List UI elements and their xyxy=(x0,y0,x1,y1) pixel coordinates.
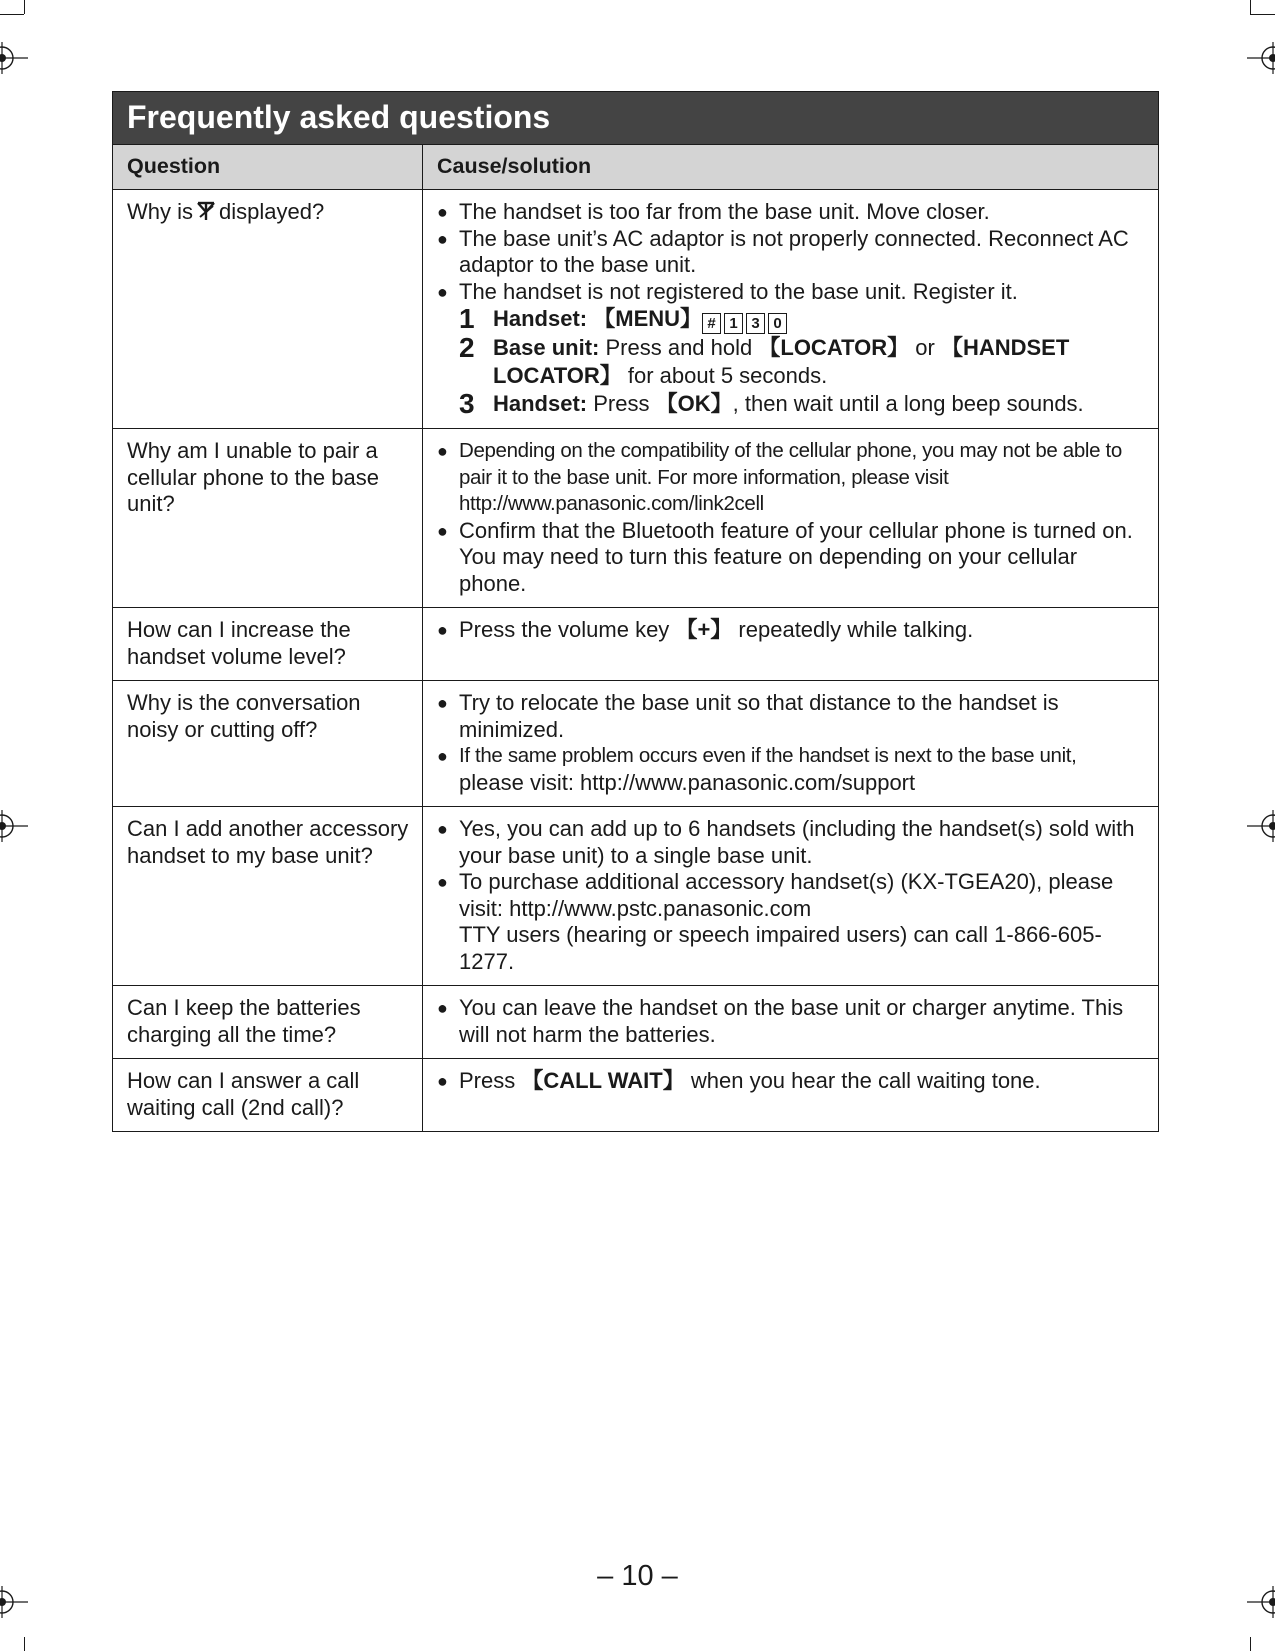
key-0: 0 xyxy=(768,313,787,334)
solution-cell xyxy=(423,608,1158,680)
list-item xyxy=(437,816,1150,869)
question-text: Why is the conversation noisy or cutting off? xyxy=(113,681,423,806)
question-text: How can I increase the handset volume level? xyxy=(113,608,423,680)
list-item xyxy=(437,743,1150,796)
table-row xyxy=(113,806,1158,985)
bullet-icon: ● xyxy=(437,202,448,222)
list-item xyxy=(437,518,1150,598)
volume-up-key: 【+】 xyxy=(675,617,733,642)
step-label: Handset: xyxy=(493,391,588,416)
solution-text: Try to relocate the base unit so that distance to the handset is minimized. xyxy=(459,690,1059,742)
bullet-icon: ● xyxy=(437,998,448,1018)
registration-mark-icon xyxy=(0,40,28,76)
bullet-icon: ● xyxy=(437,693,448,713)
crop-mark xyxy=(1250,14,1275,15)
solution-text: Press xyxy=(459,1068,516,1093)
step-2 xyxy=(459,334,1150,390)
step-number: 3 xyxy=(459,388,475,419)
step-1 xyxy=(459,305,1150,334)
registration-mark-icon xyxy=(0,808,28,844)
crop-mark xyxy=(24,0,25,14)
step-3 xyxy=(459,390,1150,418)
question-text: How can I answer a call waiting call (2nd call)? xyxy=(113,1059,423,1131)
solution-text: The handset is too far from the base unit. Move closer. xyxy=(459,199,990,224)
question-text: displayed? xyxy=(219,199,325,224)
step-text: Press and hold xyxy=(605,335,753,360)
list-item xyxy=(437,995,1150,1048)
question-cell xyxy=(113,190,423,428)
table-row xyxy=(113,985,1158,1058)
crop-mark xyxy=(24,1637,25,1651)
solution-text: You can leave the handset on the base unit or charger anytime. This will not harm the batteries. xyxy=(459,995,1124,1047)
solution-text: Depending on the compatibility of the cellular phone, you may not be able to pair it to the base unit. For more information, please visit http://www.panasonic.com/link2cell xyxy=(459,439,1122,515)
solution-cell xyxy=(423,807,1158,985)
solution-cell xyxy=(423,190,1158,428)
solution-text: repeatedly while talking. xyxy=(738,617,974,642)
list-item xyxy=(437,199,1150,226)
bullet-icon: ● xyxy=(437,1071,448,1091)
solution-text: Confirm that the Bluetooth feature of your cellular phone is turned on. You may need to turn this feature on depending on your cellular phone. xyxy=(459,517,1133,596)
solution-cell xyxy=(423,681,1158,806)
table-row xyxy=(113,1058,1158,1131)
handset-locator-key: 【HANDSET LOCATOR】 xyxy=(493,335,1070,388)
bullet-icon: ● xyxy=(437,520,448,541)
list-item xyxy=(437,438,1150,518)
list-item xyxy=(437,617,1150,644)
key-1: 1 xyxy=(724,313,743,334)
table-row xyxy=(113,428,1158,607)
list-item xyxy=(437,690,1150,743)
key-hash: # xyxy=(702,313,721,334)
step-text: , then wait until a long beep sounds. xyxy=(732,391,1084,416)
faq-title: Frequently asked questions xyxy=(113,92,1158,145)
no-signal-antenna-icon xyxy=(196,201,216,228)
bullet-icon: ● xyxy=(437,819,448,839)
step-number: 1 xyxy=(459,303,475,334)
solution-text: The base unit’s AC adaptor is not properly connected. Reconnect AC adaptor to the base unit. xyxy=(459,225,1129,277)
key-3: 3 xyxy=(746,313,765,334)
faq-table xyxy=(112,91,1159,1132)
table-header-row xyxy=(113,145,1158,189)
step-label: Base unit: xyxy=(493,335,600,360)
registration-mark-icon xyxy=(1247,40,1275,76)
table-row xyxy=(113,189,1158,428)
list-item xyxy=(437,1068,1150,1095)
step-number: 2 xyxy=(459,332,475,363)
list-item xyxy=(437,869,1150,975)
solution-text: when you hear the call waiting tone. xyxy=(690,1068,1041,1093)
table-row xyxy=(113,680,1158,806)
page-number: – 10 – xyxy=(597,1560,678,1592)
crop-mark xyxy=(1250,1637,1251,1651)
bullet-icon: ● xyxy=(437,746,448,766)
step-text: for about 5 seconds. xyxy=(627,363,828,388)
solution-cell xyxy=(423,1059,1158,1131)
solution-text: please visit: http://www.panasonic.com/support xyxy=(459,769,916,795)
bullet-icon: ● xyxy=(437,228,448,249)
question-text: Why is xyxy=(127,199,193,224)
step-text: or xyxy=(915,335,935,360)
step-label: Handset: xyxy=(493,306,588,331)
question-text: Can I keep the batteries charging all the time? xyxy=(113,986,423,1058)
list-item xyxy=(437,226,1150,279)
bullet-icon: ● xyxy=(437,441,448,461)
question-text: Why am I unable to pair a cellular phone to the base unit? xyxy=(113,429,423,607)
solution-text: If the same problem occurs even if the handset is next to the base unit, xyxy=(459,744,1077,767)
ok-key: 【OK】 xyxy=(655,391,733,416)
solution-text: TTY users (hearing or speech impaired users) can call 1-866-605-1277. xyxy=(459,922,1102,974)
menu-key: 【MENU】 xyxy=(593,306,703,331)
list-item xyxy=(437,279,1150,306)
registration-mark-icon xyxy=(1247,808,1275,844)
call-wait-key: 【CALL WAIT】 xyxy=(521,1068,685,1093)
bullet-icon: ● xyxy=(437,281,448,302)
solution-text: To purchase additional accessory handset(s) (KX-TGEA20), please visit: http://www.pstc.panasonic.com xyxy=(459,869,1114,921)
bullet-icon: ● xyxy=(437,620,448,640)
column-header-solution: Cause/solution xyxy=(437,154,592,178)
solution-cell xyxy=(423,429,1158,607)
table-row xyxy=(113,607,1158,680)
solution-text: Press the volume key xyxy=(459,617,670,642)
solution-cell xyxy=(423,986,1158,1058)
question-text: Can I add another accessory handset to my base unit? xyxy=(113,807,423,985)
column-header-question: Question xyxy=(113,145,423,189)
crop-mark xyxy=(1250,0,1251,14)
bullet-icon: ● xyxy=(437,872,448,892)
solution-text: Yes, you can add up to 6 handsets (including the handset(s) sold with your base unit) to a single base unit. xyxy=(459,816,1135,868)
solution-text: The handset is not registered to the base unit. Register it. xyxy=(459,278,1018,304)
crop-mark xyxy=(0,14,24,15)
step-text: Press xyxy=(593,391,650,416)
locator-key: 【LOCATOR】 xyxy=(758,335,910,360)
